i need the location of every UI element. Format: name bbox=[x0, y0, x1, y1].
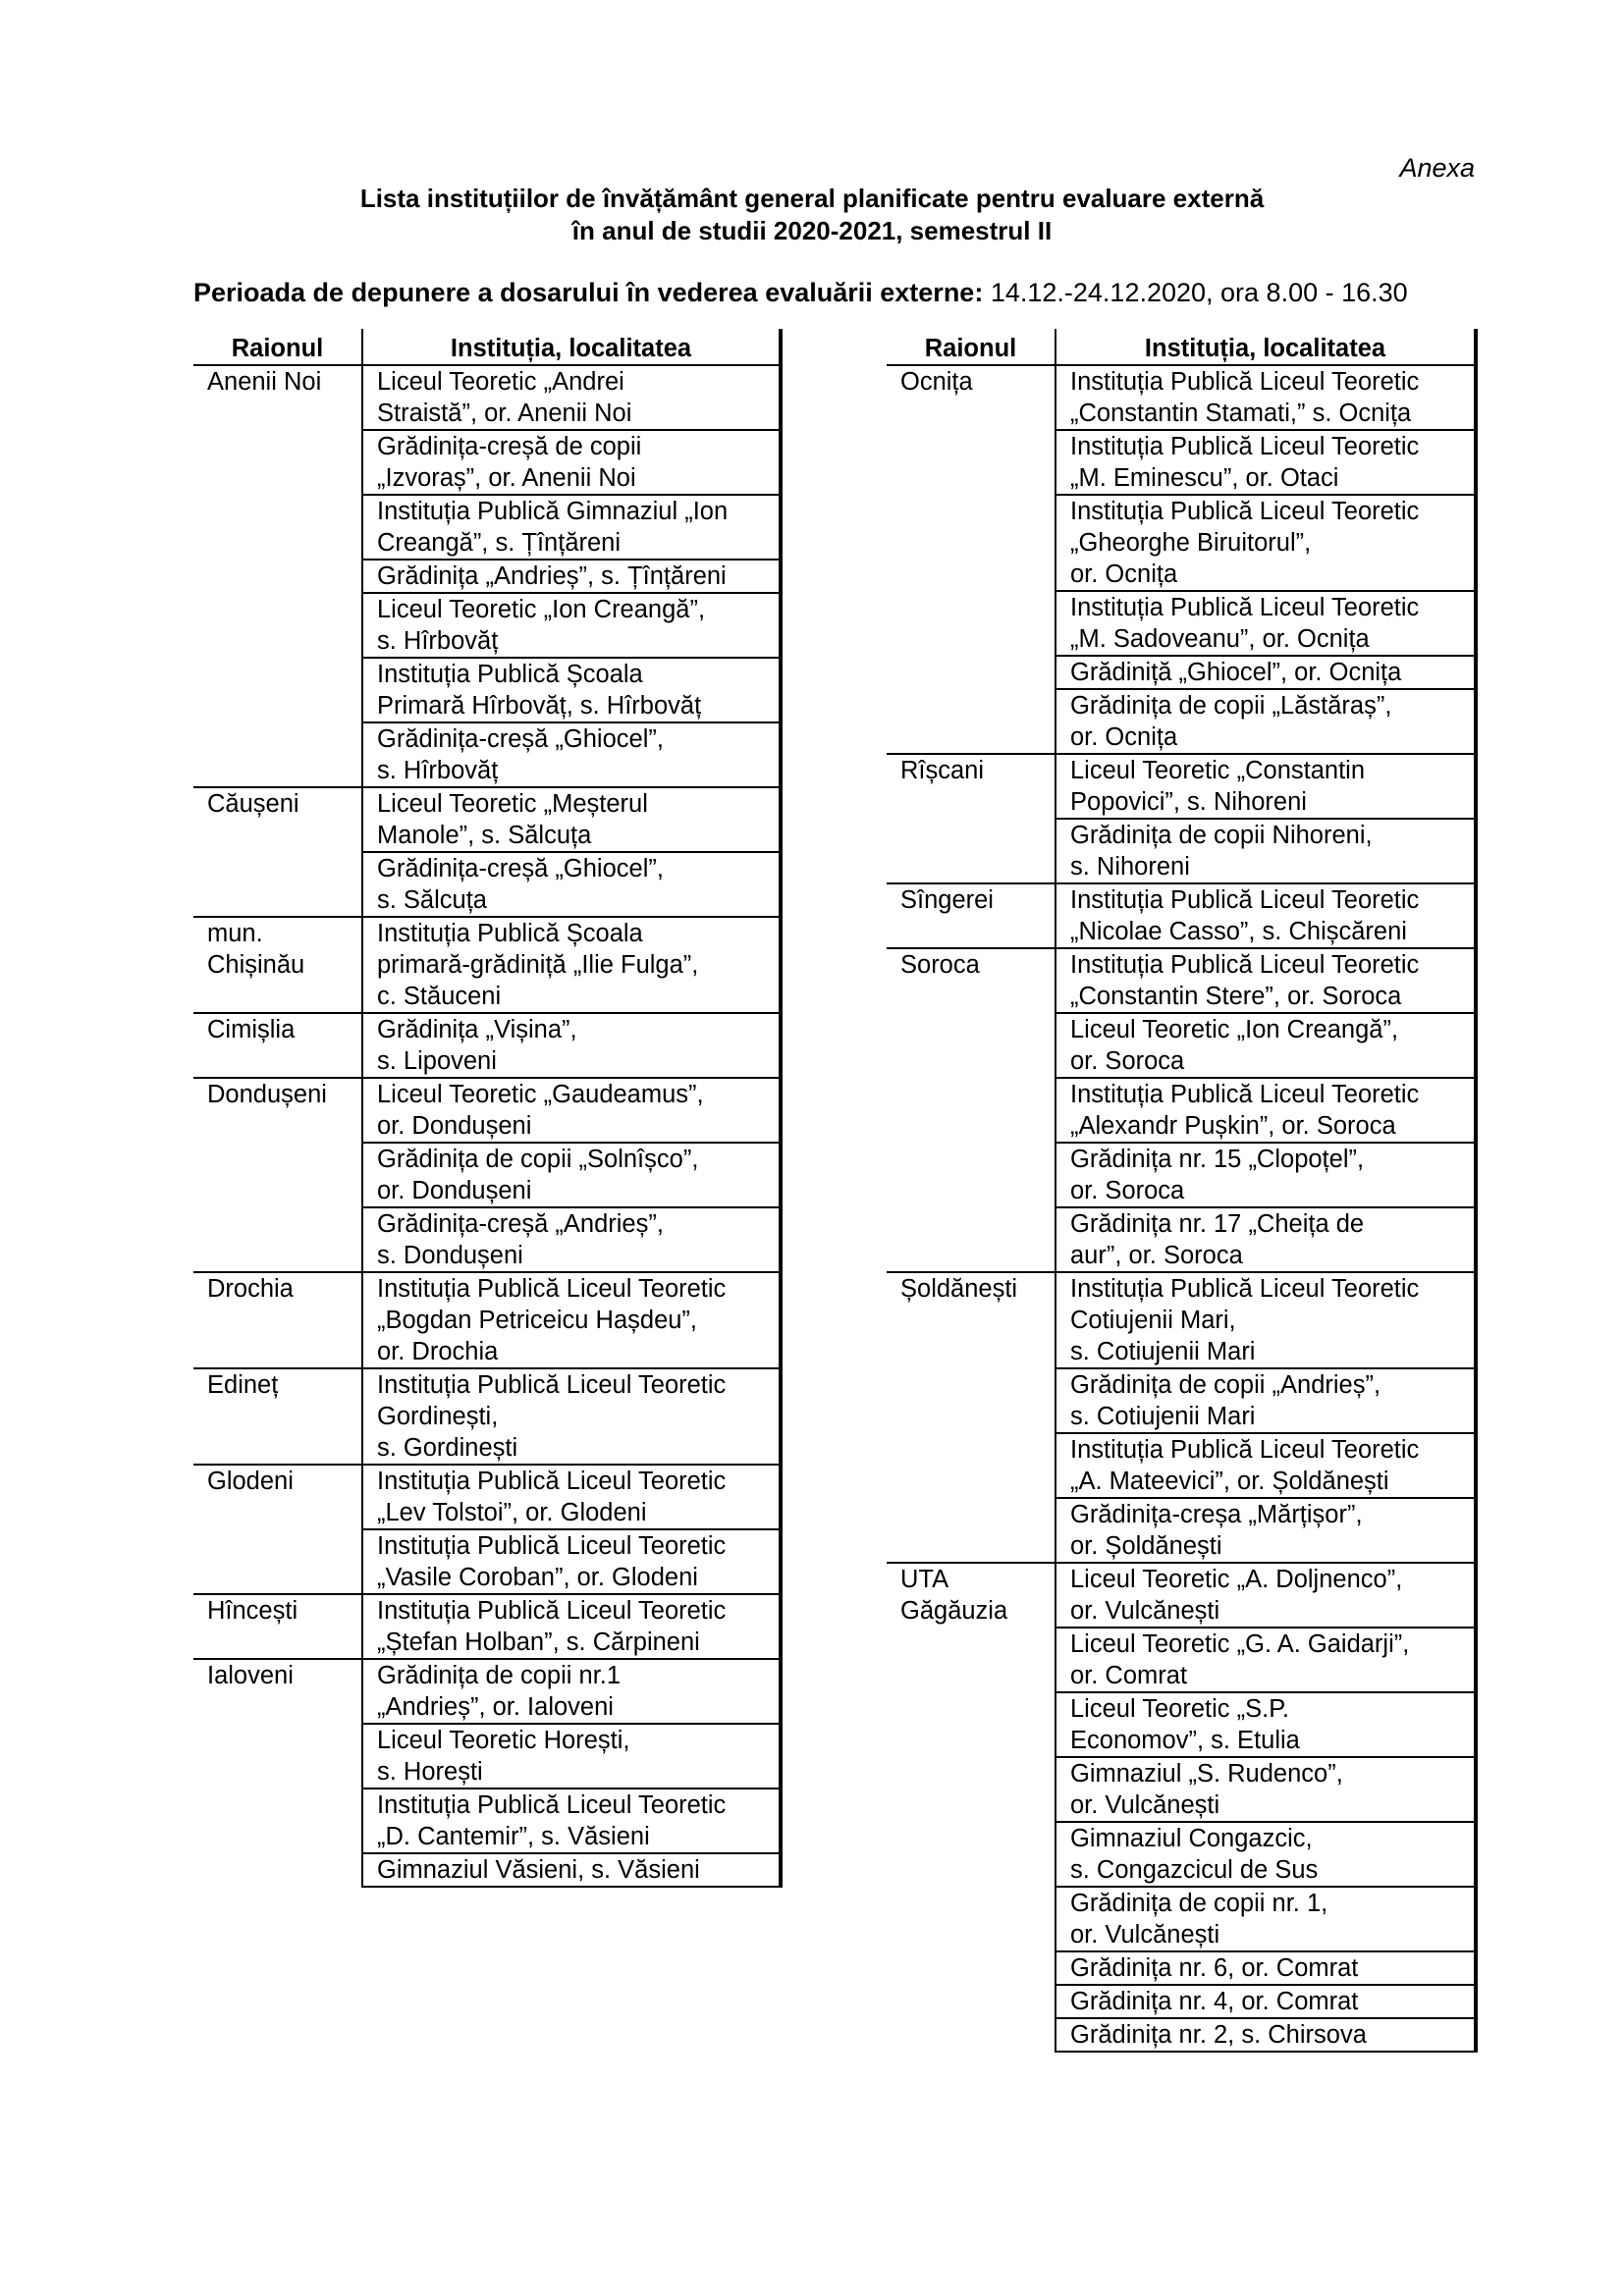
institution-text: Instituția Publică Liceul Teoretic bbox=[1070, 594, 1420, 621]
institution-cell bbox=[1056, 430, 1476, 495]
institution-text: Liceul Teoretic „S.P. bbox=[1070, 1695, 1290, 1723]
institution-text: Gimnaziul Congazcic, bbox=[1070, 1825, 1313, 1852]
institution-text: s. Cotiujenii Mari bbox=[1070, 1338, 1256, 1365]
table-row bbox=[887, 1272, 1476, 1368]
institution-text: „D. Cantemir”, s. Văsieni bbox=[377, 1823, 650, 1850]
raion-name: Șoldănești bbox=[900, 1275, 1018, 1303]
institution-text: Liceul Teoretic „Ion Creangă”, bbox=[1070, 1016, 1399, 1043]
institution-cell bbox=[1056, 365, 1476, 430]
institution-text: Liceul Teoretic „Andrei bbox=[377, 368, 624, 396]
table-row bbox=[887, 948, 1476, 1013]
institution-text: Instituția Publică Liceul Teoretic bbox=[377, 1275, 727, 1303]
raion-name: Anenii Noi bbox=[207, 368, 322, 396]
raion-name: Glodeni bbox=[207, 1468, 294, 1495]
institution-text: Instituția Publică Liceul Teoretic bbox=[1070, 886, 1420, 914]
raion-cell bbox=[193, 1272, 362, 1368]
institution-cell bbox=[362, 1078, 781, 1143]
institution-text: Grădinița nr. 2, s. Chirsova bbox=[1070, 2021, 1367, 2049]
institution-text: Creangă”, s. Țînțăreni bbox=[377, 529, 622, 557]
institution-text: c. Stăuceni bbox=[377, 983, 502, 1010]
institution-cell bbox=[1056, 883, 1476, 948]
institution-text: Instituția Publică Liceul Teoretic bbox=[1070, 1436, 1420, 1464]
institution-text: Grădinița nr. 17 „Cheița de bbox=[1070, 1210, 1365, 1238]
institution-cell bbox=[1056, 656, 1476, 689]
institution-text: Liceul Teoretic „A. Doljnenco”, bbox=[1070, 1566, 1403, 1593]
institution-cell bbox=[1056, 689, 1476, 754]
institution-text: s. Hîrbovăț bbox=[377, 757, 499, 784]
institution-cell bbox=[362, 495, 781, 560]
institution-cell bbox=[1056, 1822, 1476, 1887]
institution-text: or. Soroca bbox=[1070, 1047, 1185, 1075]
institution-text: „M. Eminescu”, or. Otaci bbox=[1070, 464, 1339, 492]
institution-text: „Constantin Stamati,” s. Ocnița bbox=[1070, 400, 1412, 427]
institution-text: Economov”, s. Etulia bbox=[1070, 1727, 1300, 1754]
institution-text: Grădinița-creșă „Ghiocel”, bbox=[377, 725, 664, 753]
institution-text: or. Ocnița bbox=[1070, 561, 1178, 588]
institution-text: Instituția Publică Liceul Teoretic bbox=[1070, 951, 1420, 979]
table-row bbox=[193, 1013, 781, 1078]
institution-cell bbox=[362, 1724, 781, 1789]
institution-text: or. Dondușeni bbox=[377, 1177, 532, 1204]
document-title: Lista instituțiilor de învățământ general planificate pentru evaluare externă bbox=[359, 184, 1265, 213]
raion-name: Drochia bbox=[207, 1275, 294, 1303]
raion-name: Dondușeni bbox=[207, 1081, 327, 1108]
institution-cell bbox=[1056, 1498, 1476, 1563]
institution-text: or. Vulcănești bbox=[1070, 1597, 1220, 1625]
document-subtitle: în anul de studii 2020-2021, semestrul II bbox=[571, 216, 1053, 245]
institution-text: aur”, or. Soroca bbox=[1070, 1242, 1243, 1269]
institution-text: „Bogdan Petriceicu Hașdeu”, bbox=[377, 1307, 698, 1334]
institution-text: Gimnaziul Văsieni, s. Văsieni bbox=[377, 1856, 700, 1884]
annex-label: Anexa bbox=[1399, 153, 1475, 183]
institution-text: s. Hîrbovăț bbox=[377, 627, 499, 655]
raion-name: Cimișlia bbox=[207, 1016, 296, 1043]
raion-name: Ocnița bbox=[900, 368, 973, 396]
institution-cell bbox=[1056, 1951, 1476, 1985]
raion-cell bbox=[193, 1659, 362, 1887]
raion-cell bbox=[193, 1013, 362, 1078]
institution-text: s. Congazcicul de Sus bbox=[1070, 1856, 1319, 1884]
institution-cell bbox=[1056, 591, 1476, 656]
raion-cell bbox=[193, 1368, 362, 1465]
raion-cell bbox=[193, 787, 362, 917]
raion-name: UTA bbox=[900, 1566, 949, 1593]
institution-cell bbox=[362, 1529, 781, 1594]
institution-cell bbox=[362, 1368, 781, 1465]
period-label: Perioada de depunere a dosarului în vederea evaluării externe: bbox=[193, 278, 984, 307]
institution-cell bbox=[1056, 495, 1476, 591]
institution-cell bbox=[362, 917, 781, 1013]
institution-text: „M. Sadoveanu”, or. Ocnița bbox=[1070, 625, 1370, 653]
table-row bbox=[193, 1272, 781, 1368]
institution-text: „Alexandr Pușkin”, or. Soroca bbox=[1070, 1112, 1396, 1140]
institution-text: s. Horești bbox=[377, 1758, 483, 1786]
institution-text: Primară Hîrbovăț, s. Hîrbovăț bbox=[377, 692, 702, 720]
institution-text: Grădinița „Andrieș”, s. Țînțăreni bbox=[377, 562, 727, 590]
institution-text: s. Sălcuța bbox=[377, 886, 487, 914]
institution-text: s. Lipoveni bbox=[377, 1047, 497, 1075]
institution-text: Instituția Publică Școala bbox=[377, 661, 643, 688]
raion-name: Ialoveni bbox=[207, 1662, 294, 1689]
institution-cell bbox=[362, 787, 781, 852]
institution-text: s. Dondușeni bbox=[377, 1242, 523, 1269]
column-header-raion: Raionul bbox=[887, 329, 1056, 365]
institution-cell bbox=[362, 593, 781, 658]
raion-cell bbox=[193, 917, 362, 1013]
institution-text: Grădinița-creșa „Mărțișor”, bbox=[1070, 1501, 1363, 1528]
raion-cell bbox=[887, 365, 1056, 754]
raion-name: Hîncești bbox=[207, 1597, 298, 1625]
institution-text: „Izvoraș”, or. Anenii Noi bbox=[377, 464, 636, 492]
table-row bbox=[193, 1368, 781, 1465]
institution-text: Instituția Publică Liceul Teoretic bbox=[377, 1532, 727, 1560]
table-row bbox=[887, 754, 1476, 819]
institution-text: Grădinița de copii Nihoreni, bbox=[1070, 822, 1373, 849]
institution-text: „Gheorghe Biruitorul”, bbox=[1070, 529, 1312, 557]
institution-cell bbox=[362, 1659, 781, 1724]
institution-text: Manole”, s. Sălcuța bbox=[377, 822, 592, 849]
raion-cell bbox=[887, 754, 1056, 883]
raion-name: Chișinău bbox=[207, 951, 305, 979]
table-row bbox=[193, 1465, 781, 1529]
column-header-raion: Raionul bbox=[193, 329, 362, 365]
institution-text: Gordinești, bbox=[377, 1403, 499, 1430]
table-row bbox=[193, 1659, 781, 1724]
institution-text: Grădinița-creșă de copii bbox=[377, 433, 642, 460]
raion-name: Căușeni bbox=[207, 790, 299, 818]
institution-cell bbox=[1056, 819, 1476, 883]
table-row bbox=[887, 365, 1476, 430]
institution-text: Instituția Publică Liceul Teoretic bbox=[1070, 433, 1420, 460]
institution-text: „Vasile Coroban”, or. Glodeni bbox=[377, 1564, 698, 1591]
institution-cell bbox=[1056, 1368, 1476, 1433]
table-row bbox=[193, 365, 781, 430]
institution-text: or. Ocnița bbox=[1070, 723, 1178, 751]
institution-text: „Ștefan Holban”, s. Cărpineni bbox=[377, 1629, 700, 1656]
institution-cell bbox=[1056, 1013, 1476, 1078]
institution-text: Grădinița „Vișina”, bbox=[377, 1016, 577, 1043]
institution-cell bbox=[362, 1465, 781, 1529]
raion-cell bbox=[193, 1465, 362, 1594]
raion-name: Edineț bbox=[207, 1371, 279, 1399]
institution-text: Instituția Publică Liceul Teoretic bbox=[1070, 1275, 1420, 1303]
institution-cell bbox=[362, 430, 781, 495]
institution-cell bbox=[362, 1853, 781, 1887]
raion-cell bbox=[887, 948, 1056, 1272]
institution-cell bbox=[362, 722, 781, 787]
institution-text: Grădinița de copii „Solnîșco”, bbox=[377, 1146, 699, 1173]
table-row bbox=[193, 917, 781, 1013]
institution-text: or. Soroca bbox=[1070, 1177, 1185, 1204]
institution-text: Grădinița nr. 15 „Clopoțel”, bbox=[1070, 1146, 1365, 1173]
institution-text: „Constantin Stere”, or. Soroca bbox=[1070, 983, 1402, 1010]
institution-cell bbox=[1056, 1887, 1476, 1951]
institution-text: Instituția Publică Liceul Teoretic bbox=[1070, 368, 1420, 396]
institution-text: Instituția Publică Liceul Teoretic bbox=[377, 1371, 727, 1399]
institution-text: Grădinița de copii nr.1 bbox=[377, 1662, 622, 1689]
institution-text: Instituția Publică Liceul Teoretic bbox=[377, 1597, 727, 1625]
table-row bbox=[887, 883, 1476, 948]
raion-name: Găgăuzia bbox=[900, 1597, 1008, 1625]
institution-text: Liceul Teoretic „Gaudeamus”, bbox=[377, 1081, 704, 1108]
institution-text: Instituția Publică Gimnaziul „Ion bbox=[377, 498, 729, 525]
institution-cell bbox=[362, 1594, 781, 1659]
institution-text: Grădinița-creșă „Ghiocel”, bbox=[377, 855, 664, 882]
institution-cell bbox=[1056, 1985, 1476, 2018]
institution-text: or. Dondușeni bbox=[377, 1112, 532, 1140]
institution-text: Grădinița de copii „Andrieș”, bbox=[1070, 1371, 1381, 1399]
institution-text: Grădinița de copii nr. 1, bbox=[1070, 1890, 1328, 1917]
institution-text: Instituția Publică Liceul Teoretic bbox=[377, 1791, 727, 1819]
institution-cell bbox=[362, 1272, 781, 1368]
institution-text: or. Comrat bbox=[1070, 1662, 1188, 1689]
institution-cell bbox=[362, 1207, 781, 1272]
institution-text: Gimnaziul „S. Rudenco”, bbox=[1070, 1760, 1343, 1788]
institution-text: „Nicolae Casso”, s. Chișcăreni bbox=[1070, 918, 1407, 945]
institution-text: Straistă”, or. Anenii Noi bbox=[377, 400, 632, 427]
raion-name: Rîșcani bbox=[900, 757, 985, 784]
table-row bbox=[193, 787, 781, 852]
raion-cell bbox=[887, 1563, 1056, 2052]
institution-cell bbox=[1056, 1433, 1476, 1498]
institution-cell bbox=[362, 658, 781, 722]
institution-cell bbox=[362, 1143, 781, 1207]
institution-cell bbox=[1056, 1628, 1476, 1692]
institution-text: Instituția Publică Liceul Teoretic bbox=[1070, 498, 1420, 525]
raion-cell bbox=[193, 365, 362, 787]
institution-cell bbox=[1056, 1207, 1476, 1272]
institution-cell bbox=[362, 365, 781, 430]
institution-text: Instituția Publică Școala bbox=[377, 920, 643, 947]
institution-cell bbox=[1056, 1563, 1476, 1628]
institutions-table-left bbox=[193, 329, 783, 1888]
institution-cell bbox=[1056, 1143, 1476, 1207]
institution-cell bbox=[1056, 1272, 1476, 1368]
institution-text: „Andrieș”, or. Ialoveni bbox=[377, 1693, 614, 1721]
institution-text: s. Gordinești bbox=[377, 1434, 518, 1462]
raion-cell bbox=[887, 883, 1056, 948]
institution-text: „Lev Tolstoi”, or. Glodeni bbox=[377, 1499, 647, 1526]
institution-cell bbox=[1056, 2018, 1476, 2052]
institution-text: Liceul Teoretic Horești, bbox=[377, 1727, 630, 1754]
institution-text: or. Șoldănești bbox=[1070, 1532, 1222, 1560]
institution-cell bbox=[1056, 1692, 1476, 1757]
institution-text: Grădiniță „Ghiocel”, or. Ocnița bbox=[1070, 659, 1402, 686]
raion-cell bbox=[193, 1078, 362, 1272]
institution-text: Instituția Publică Liceul Teoretic bbox=[1070, 1081, 1420, 1108]
raion-cell bbox=[887, 1272, 1056, 1563]
period-value: 14.12.-24.12.2020, ora 8.00 - 16.30 bbox=[983, 278, 1408, 307]
submission-period bbox=[193, 278, 1408, 308]
institution-cell bbox=[362, 1013, 781, 1078]
institution-text: Liceul Teoretic „G. A. Gaidarji”, bbox=[1070, 1630, 1410, 1658]
institution-text: Grădinița nr. 6, or. Comrat bbox=[1070, 1954, 1359, 1982]
column-header-institution: Instituția, localitatea bbox=[362, 329, 781, 365]
institution-text: s. Nihoreni bbox=[1070, 853, 1190, 881]
institution-text: or. Vulcănești bbox=[1070, 1791, 1220, 1819]
table-row bbox=[193, 1078, 781, 1143]
institution-text: Grădinița de copii „Lăstăraș”, bbox=[1070, 692, 1392, 720]
raion-name: Sîngerei bbox=[900, 886, 994, 914]
institution-text: Liceul Teoretic „Constantin bbox=[1070, 757, 1366, 784]
institution-text: Popovici”, s. Nihoreni bbox=[1070, 788, 1307, 816]
raion-name: mun. bbox=[207, 920, 263, 947]
institution-text: or. Vulcănești bbox=[1070, 1921, 1220, 1949]
raion-cell bbox=[193, 1594, 362, 1659]
institution-text: Grădinița-creșă „Andrieș”, bbox=[377, 1210, 664, 1238]
institution-text: Grădinița nr. 4, or. Comrat bbox=[1070, 1988, 1359, 2015]
institution-text: or. Drochia bbox=[377, 1338, 499, 1365]
table-row bbox=[887, 1563, 1476, 1628]
institution-text: Liceul Teoretic „Meșterul bbox=[377, 790, 648, 818]
institution-cell bbox=[1056, 1757, 1476, 1822]
institution-cell bbox=[362, 852, 781, 917]
institution-text: primară-grădiniță „Ilie Fulga”, bbox=[377, 951, 699, 979]
institution-cell bbox=[1056, 754, 1476, 819]
institution-cell bbox=[1056, 948, 1476, 1013]
table-row bbox=[193, 1594, 781, 1659]
institution-text: Instituția Publică Liceul Teoretic bbox=[377, 1468, 727, 1495]
institution-cell bbox=[362, 1789, 781, 1853]
institution-text: Cotiujenii Mari, bbox=[1070, 1307, 1236, 1334]
raion-name: Soroca bbox=[900, 951, 980, 979]
column-header-institution: Instituția, localitatea bbox=[1056, 329, 1476, 365]
institution-cell bbox=[362, 560, 781, 593]
institution-cell bbox=[1056, 1078, 1476, 1143]
institution-text: Liceul Teoretic „Ion Creangă”, bbox=[377, 596, 706, 623]
institution-text: s. Cotiujenii Mari bbox=[1070, 1403, 1256, 1430]
institution-text: „A. Mateevici”, or. Șoldănești bbox=[1070, 1468, 1389, 1495]
institutions-table-right bbox=[887, 329, 1478, 2053]
